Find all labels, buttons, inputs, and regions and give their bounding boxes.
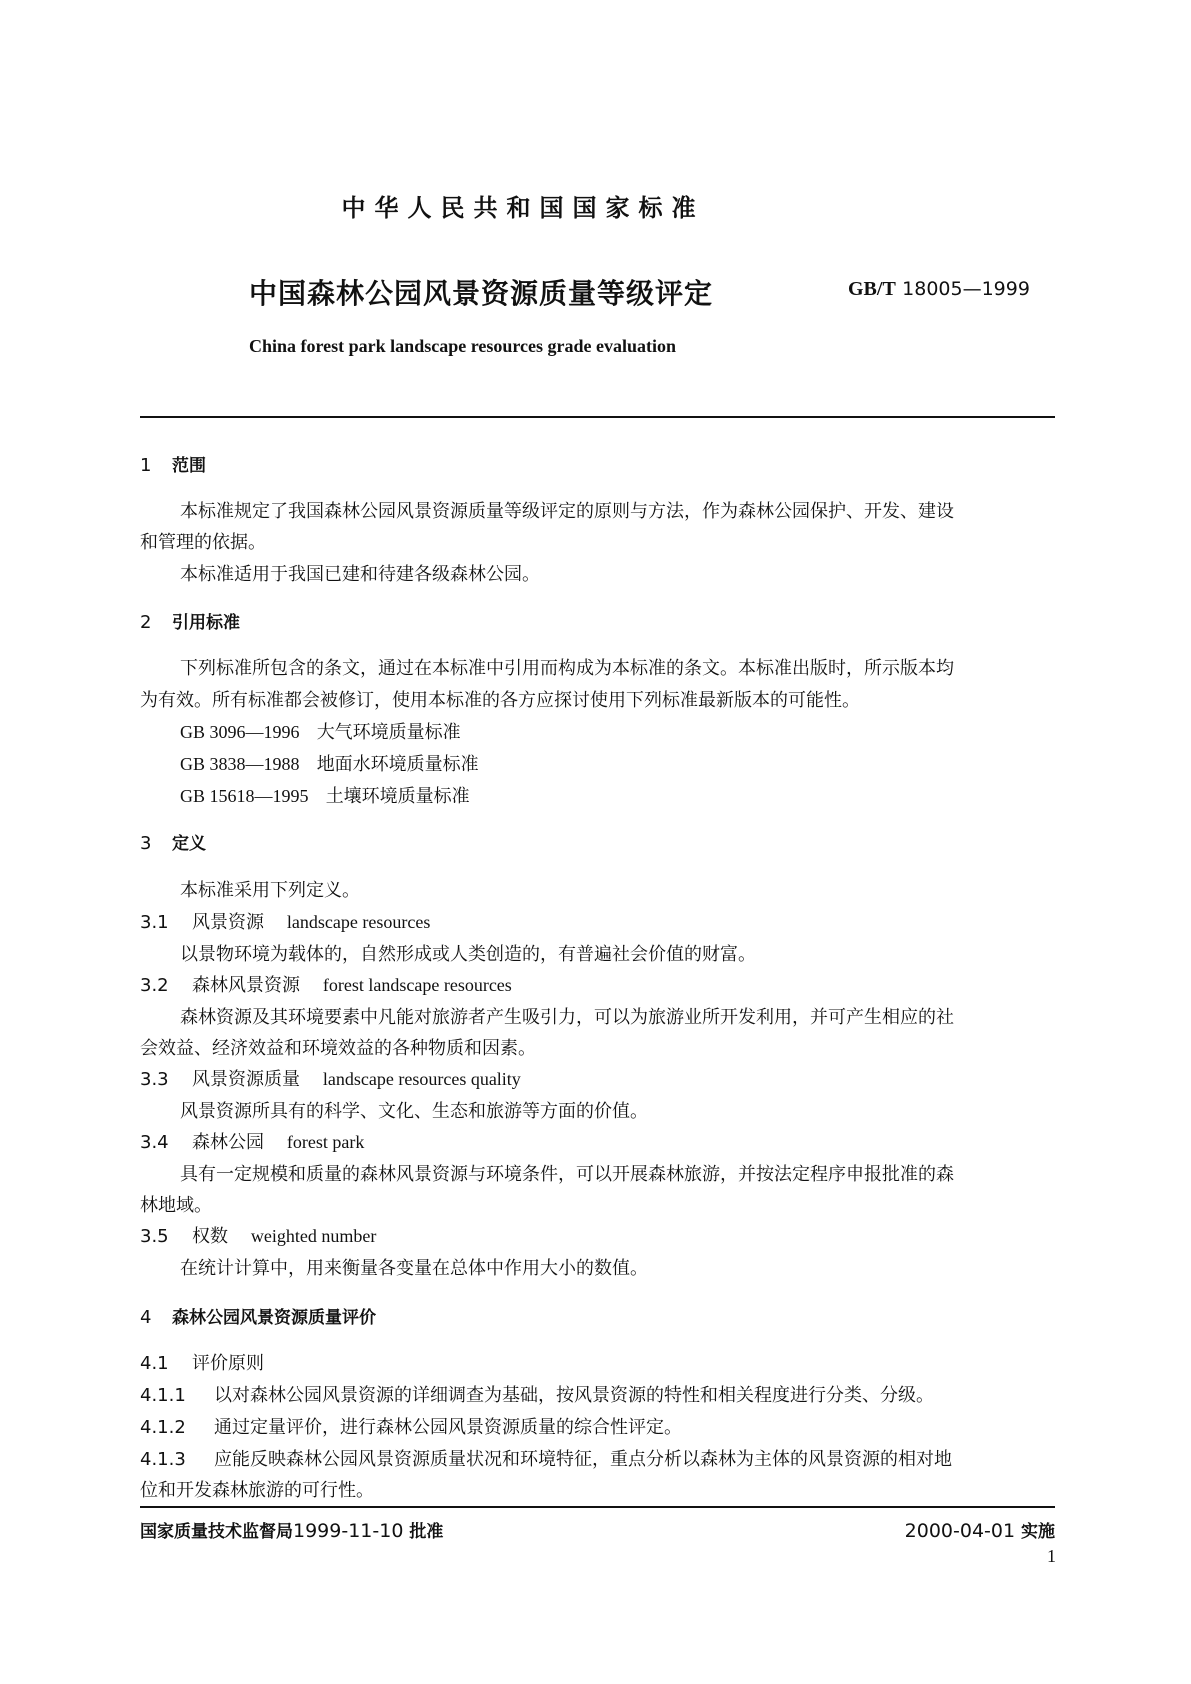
code-prefix: GB/T: [848, 278, 896, 300]
clause-text: 以对森林公园风景资源的详细调查为基础，按风景资源的特性和相关程度进行分类、分级。: [214, 1385, 934, 1406]
definition-term: [140, 1222, 376, 1248]
clause-number: 4.1.1: [140, 1385, 186, 1406]
approval-line: [140, 1517, 443, 1542]
definition-text: 林地域。: [140, 1195, 212, 1216]
approve-date: 1999-11-10: [293, 1520, 404, 1542]
paragraph-line: 本标准规定了我国森林公园风景资源质量等级评定的原则与方法，作为森林公园保护、开发、建设: [180, 501, 954, 522]
term-en: forest park: [286, 1132, 365, 1152]
clause-number: 3.4: [140, 1132, 169, 1153]
english-title: China forest park landscape resources grade evaluation: [249, 336, 677, 356]
clause-number: 4.1.2: [140, 1417, 186, 1438]
section-number: 2: [140, 612, 152, 633]
term-zh: 森林公园: [192, 1132, 264, 1153]
effective-date: 2000-04-01: [904, 1520, 1016, 1542]
definition-term: [140, 1065, 521, 1091]
paragraph-line: 下列标准所包含的条文，通过在本标准中引用而构成为本标准的条文。本标准出版时，所示版本均: [180, 658, 954, 679]
effective-label: 实施: [1021, 1522, 1055, 1542]
section-title: 范围: [172, 456, 206, 476]
definition-term: [140, 908, 430, 934]
reference-item: [180, 750, 479, 776]
reference-name: 地面水环境质量标准: [316, 754, 479, 775]
paragraph-line: 为有效。所有标准都会被修订，使用本标准的各方应探讨使用下列标准最新版本的可能性。: [140, 690, 860, 711]
clause-number: 4.1.3: [140, 1449, 186, 1470]
clause-number: 3.5: [140, 1226, 169, 1247]
effective-line: [905, 1517, 1055, 1542]
term-en: forest landscape resources: [322, 975, 512, 995]
section-number: 4: [140, 1307, 152, 1328]
approve-label: 批准: [409, 1522, 444, 1542]
term-en: weighted number: [250, 1226, 377, 1246]
definition-text: 会效益、经济效益和环境效益的各种物质和因素。: [140, 1038, 536, 1059]
section-number: 3: [140, 833, 152, 854]
standard-title: 中国森林公园风景资源质量等级评定: [249, 277, 714, 310]
clause-number: 4.1: [140, 1353, 169, 1374]
section-title: 引用标准: [172, 613, 240, 633]
clause-text: 通过定量评价，进行森林公园风景资源质量的综合性评定。: [214, 1417, 682, 1438]
definition-term: [140, 971, 512, 997]
definition-text: 具有一定规模和质量的森林风景资源与环境条件，可以开展森林旅游，并按法定程序申报批准的森: [180, 1164, 954, 1185]
clause-text-continued: 位和开发森林旅游的可行性。: [140, 1480, 374, 1501]
section-1-heading: [140, 451, 206, 476]
reference-code: GB 3838—1988: [180, 754, 300, 774]
definition-text: 风景资源所具有的科学、文化、生态和旅游等方面的价值。: [180, 1101, 648, 1122]
page-number: 1: [1047, 1546, 1056, 1566]
definition-text: 在统计计算中，用来衡量各变量在总体中作用大小的数值。: [180, 1258, 648, 1279]
bottom-rule: [140, 1506, 1055, 1508]
term-zh: 森林风景资源: [192, 975, 300, 996]
section-title: 森林公园风景资源质量评价: [172, 1308, 376, 1328]
issuer: 国家质量技术监督局: [140, 1522, 293, 1542]
reference-code: GB 15618—1995: [180, 786, 309, 806]
top-rule: [140, 416, 1055, 418]
standard-code: [848, 276, 1030, 301]
term-zh: 风景资源质量: [192, 1069, 300, 1090]
clause-item: [140, 1413, 682, 1439]
reference-item: [180, 718, 461, 744]
definition-text: 森林资源及其环境要素中凡能对旅游者产生吸引力，可以为旅游业所开发利用，并可产生相应的社: [180, 1007, 954, 1028]
reference-name: 土壤环境质量标准: [325, 786, 470, 807]
document-header: 中华人民共和国国家标准: [341, 194, 705, 222]
paragraph-line: 本标准适用于我国已建和待建各级森林公园。: [180, 564, 540, 585]
section-2-heading: [140, 608, 240, 633]
clause-item: [140, 1381, 934, 1407]
term-en: landscape resources: [286, 912, 431, 932]
section-4-heading: [140, 1303, 376, 1328]
reference-name: 大气环境质量标准: [316, 722, 461, 743]
definition-term: [140, 1128, 364, 1154]
reference-code: GB 3096—1996: [180, 722, 300, 742]
term-en: landscape resources quality: [322, 1069, 521, 1089]
reference-item: [180, 782, 470, 808]
subsection-title: 评价原则: [192, 1353, 264, 1374]
section-number: 1: [140, 455, 152, 476]
section-3-heading: [140, 829, 206, 854]
paragraph-line: 和管理的依据。: [140, 532, 266, 553]
section-title: 定义: [172, 834, 206, 854]
term-zh: 权数: [192, 1226, 228, 1247]
term-zh: 风景资源: [192, 912, 264, 933]
clause-number: 3.2: [140, 975, 169, 996]
code-number: 18005—1999: [902, 278, 1030, 300]
clause-number: 3.3: [140, 1069, 169, 1090]
clause-text: 应能反映森林公园风景资源质量状况和环境特征，重点分析以森林为主体的风景资源的相对地: [214, 1449, 952, 1470]
clause-item: [140, 1445, 952, 1471]
paragraph-line: 本标准采用下列定义。: [180, 880, 360, 901]
definition-text: 以景物环境为载体的，自然形成或人类创造的，有普遍社会价值的财富。: [180, 944, 756, 965]
clause-number: 3.1: [140, 912, 169, 933]
subsection-heading: [140, 1349, 264, 1375]
